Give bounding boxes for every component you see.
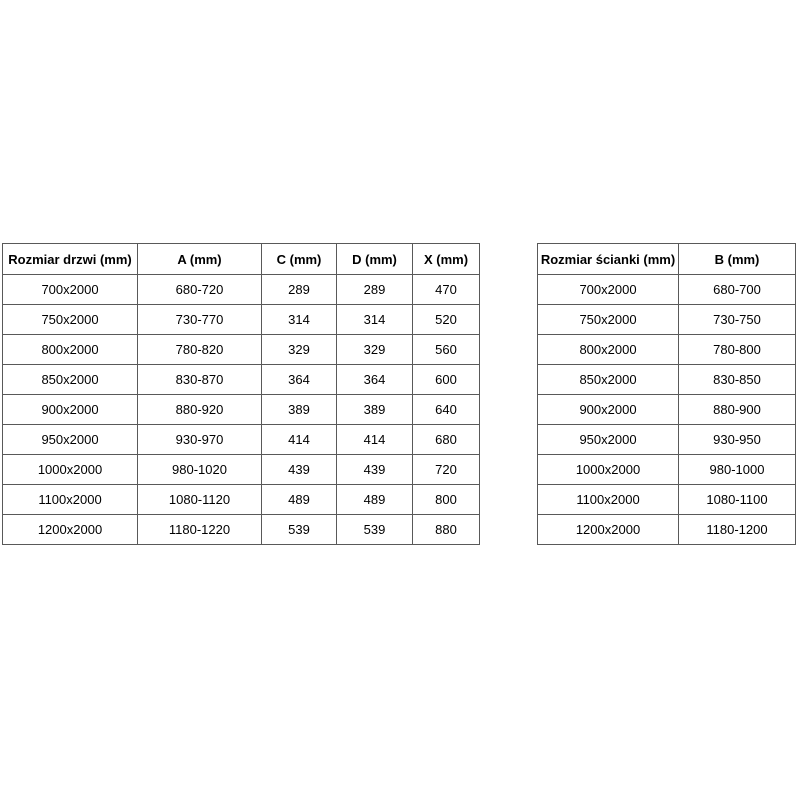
table-cell: 470 xyxy=(413,275,480,305)
table-cell: 980-1020 xyxy=(138,455,262,485)
table-cell: 830-870 xyxy=(138,365,262,395)
table-cell: 560 xyxy=(413,335,480,365)
table-cell: 364 xyxy=(337,365,413,395)
header-row xyxy=(3,244,480,275)
table-cell: 800 xyxy=(413,485,480,515)
table-cell: 950x2000 xyxy=(538,425,679,455)
table-row xyxy=(3,485,480,515)
table-cell: 850x2000 xyxy=(538,365,679,395)
table-row xyxy=(538,335,796,365)
table-row xyxy=(3,395,480,425)
table-cell: 950x2000 xyxy=(3,425,138,455)
table-cell: 640 xyxy=(413,395,480,425)
table-row xyxy=(538,455,796,485)
table-cell: 1200x2000 xyxy=(3,515,138,545)
table-cell: 750x2000 xyxy=(538,305,679,335)
table-cell: 289 xyxy=(262,275,337,305)
column-header: C (mm) xyxy=(262,244,337,275)
table-row xyxy=(3,275,480,305)
table-row xyxy=(538,515,796,545)
table-cell: 439 xyxy=(337,455,413,485)
column-header: A (mm) xyxy=(138,244,262,275)
table-row xyxy=(538,425,796,455)
table-cell: 1000x2000 xyxy=(538,455,679,485)
table-cell: 850x2000 xyxy=(3,365,138,395)
column-header: B (mm) xyxy=(679,244,796,275)
table-cell: 1100x2000 xyxy=(3,485,138,515)
table-row xyxy=(3,365,480,395)
table-cell: 539 xyxy=(337,515,413,545)
table-cell: 680-720 xyxy=(138,275,262,305)
table-row xyxy=(3,335,480,365)
table-cell: 289 xyxy=(337,275,413,305)
table-cell: 600 xyxy=(413,365,480,395)
table-cell: 780-800 xyxy=(679,335,796,365)
table-cell: 900x2000 xyxy=(538,395,679,425)
table-cell: 1200x2000 xyxy=(538,515,679,545)
table-row xyxy=(538,365,796,395)
table-cell: 980-1000 xyxy=(679,455,796,485)
table-cell: 1100x2000 xyxy=(538,485,679,515)
table-cell: 880 xyxy=(413,515,480,545)
table-cell: 680 xyxy=(413,425,480,455)
table-cell: 414 xyxy=(337,425,413,455)
table-row xyxy=(538,305,796,335)
table-cell: 780-820 xyxy=(138,335,262,365)
table-cell: 730-750 xyxy=(679,305,796,335)
table-row xyxy=(3,425,480,455)
table-cell: 329 xyxy=(337,335,413,365)
table-cell: 1000x2000 xyxy=(3,455,138,485)
column-header: Rozmiar ścianki (mm) xyxy=(538,244,679,275)
table-cell: 414 xyxy=(262,425,337,455)
wall-sizes-table xyxy=(537,243,796,545)
table-cell: 364 xyxy=(262,365,337,395)
table-cell: 680-700 xyxy=(679,275,796,305)
table-row xyxy=(538,395,796,425)
table-cell: 539 xyxy=(262,515,337,545)
table-cell: 489 xyxy=(262,485,337,515)
table-cell: 700x2000 xyxy=(3,275,138,305)
table-cell: 930-950 xyxy=(679,425,796,455)
table-row xyxy=(3,305,480,335)
table-cell: 1080-1120 xyxy=(138,485,262,515)
table-cell: 1080-1100 xyxy=(679,485,796,515)
table-cell: 520 xyxy=(413,305,480,335)
table-cell: 314 xyxy=(262,305,337,335)
table-cell: 800x2000 xyxy=(538,335,679,365)
table-cell: 1180-1220 xyxy=(138,515,262,545)
table-cell: 439 xyxy=(262,455,337,485)
table-cell: 750x2000 xyxy=(3,305,138,335)
table-cell: 489 xyxy=(337,485,413,515)
table-cell: 700x2000 xyxy=(538,275,679,305)
table-row xyxy=(3,515,480,545)
header-row xyxy=(538,244,796,275)
table-cell: 720 xyxy=(413,455,480,485)
table-row xyxy=(538,485,796,515)
table-cell: 1180-1200 xyxy=(679,515,796,545)
table-cell: 880-900 xyxy=(679,395,796,425)
table-cell: 880-920 xyxy=(138,395,262,425)
column-header: D (mm) xyxy=(337,244,413,275)
table-cell: 389 xyxy=(337,395,413,425)
table-row xyxy=(3,455,480,485)
table-cell: 389 xyxy=(262,395,337,425)
table-cell: 800x2000 xyxy=(3,335,138,365)
door-sizes-table xyxy=(2,243,480,545)
column-header: Rozmiar drzwi (mm) xyxy=(3,244,138,275)
table-cell: 314 xyxy=(337,305,413,335)
table-cell: 730-770 xyxy=(138,305,262,335)
table-cell: 900x2000 xyxy=(3,395,138,425)
table-row xyxy=(538,275,796,305)
table-cell: 329 xyxy=(262,335,337,365)
table-cell: 830-850 xyxy=(679,365,796,395)
table-cell: 930-970 xyxy=(138,425,262,455)
column-header: X (mm) xyxy=(413,244,480,275)
